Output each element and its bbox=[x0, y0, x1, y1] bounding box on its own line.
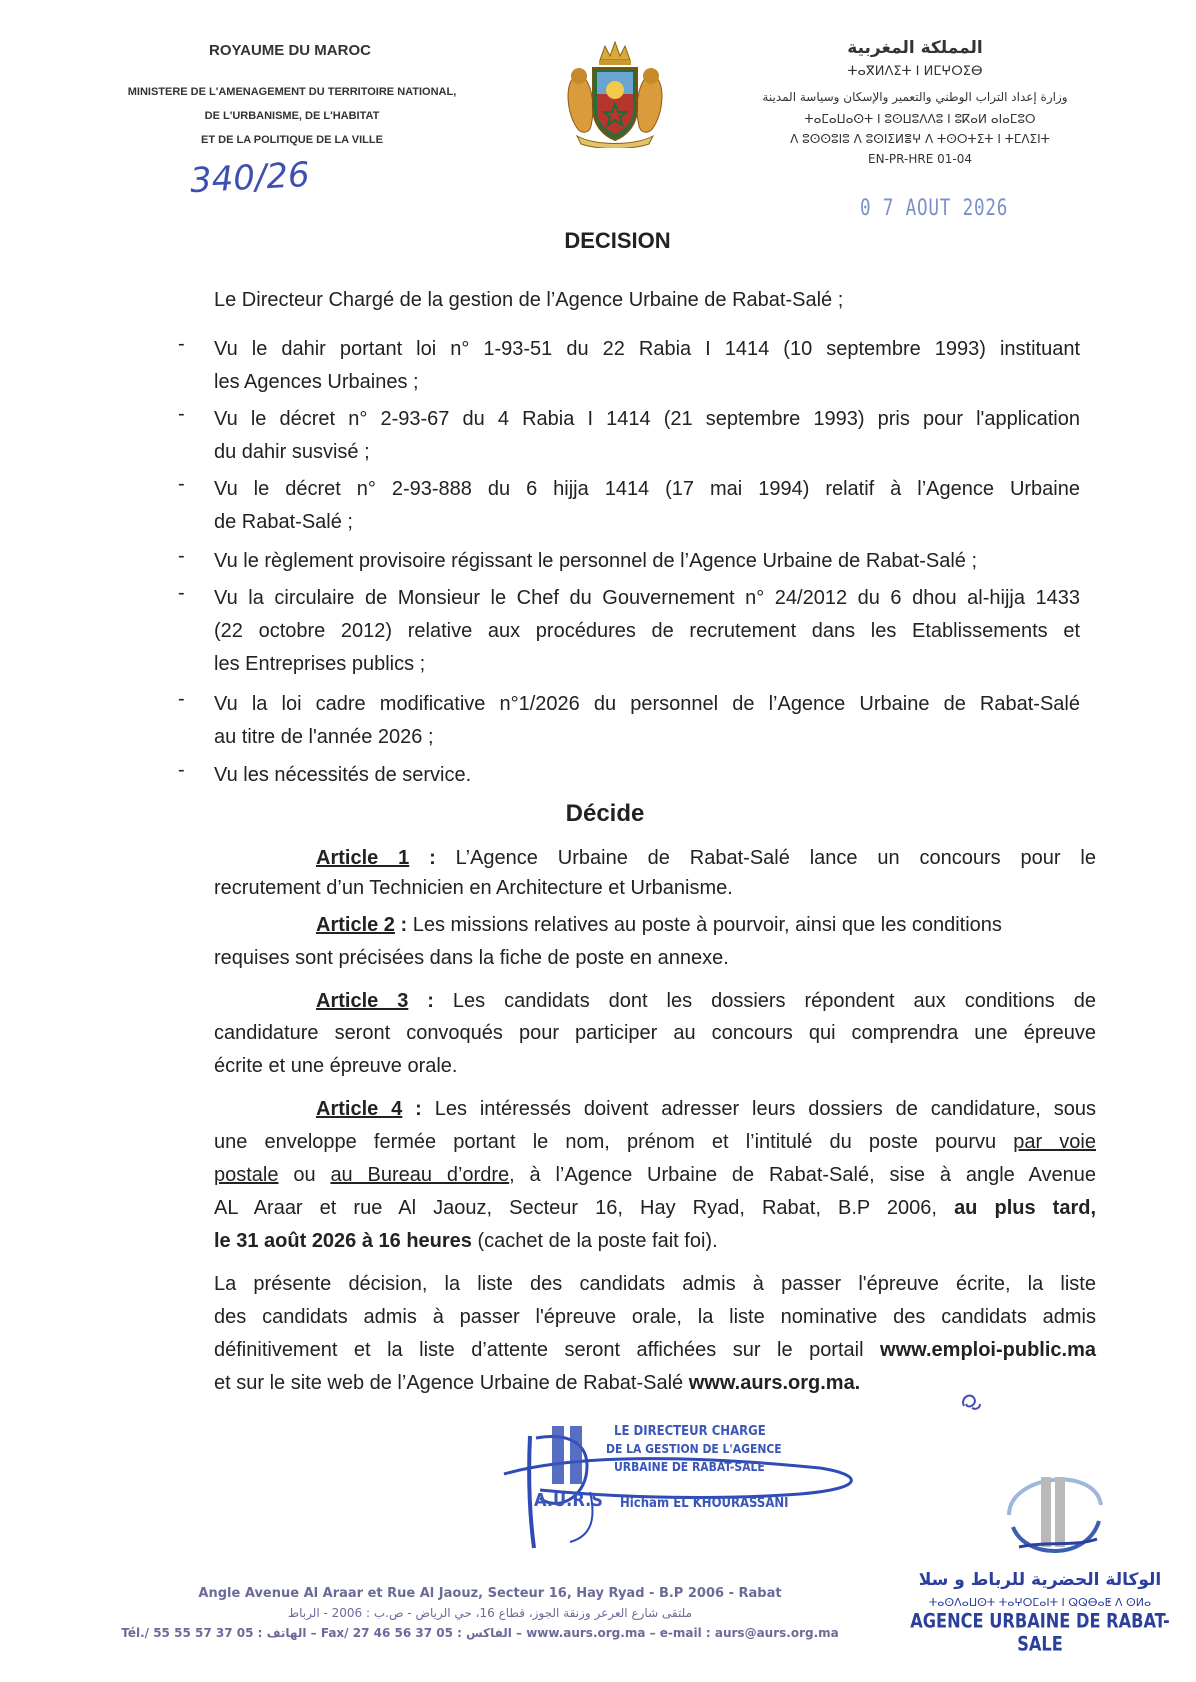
coat-of-arms-emblem bbox=[555, 38, 675, 148]
list-item: Vu la loi cadre modificative n°1/2026 du personnel de l’Agence Urbaine de Rabat-Salé bbox=[214, 693, 1080, 715]
signature-scribble-icon bbox=[500, 1418, 880, 1558]
article-text-underlined: postale bbox=[214, 1164, 279, 1186]
article-text-underlined: par voie bbox=[1013, 1131, 1096, 1153]
article-4-label: Article 4 bbox=[316, 1098, 403, 1120]
article-separator: : bbox=[402, 1098, 435, 1120]
article-text: AL Araar et rue Al Jaouz, Secteur 16, Hay Ryad, Rabat, B.P 2006, bbox=[214, 1197, 955, 1219]
list-bullet: - bbox=[178, 473, 185, 495]
kingdom-label-fr: ROYAUME DU MAROC bbox=[209, 42, 371, 59]
list-item: Vu le dahir portant loi n° 1-93-51 du 22 Rabia I 1414 (10 septembre 1993) instituant bbox=[214, 338, 1080, 360]
article-text: ou bbox=[278, 1164, 331, 1186]
list-bullet: - bbox=[178, 582, 185, 604]
kingdom-label-ar: المملكة المغربية bbox=[847, 38, 983, 58]
document-title: DECISION bbox=[564, 228, 671, 253]
stamp-line-1: LE DIRECTEUR CHARGE bbox=[614, 1424, 766, 1439]
article-2-label: Article 2 bbox=[316, 914, 395, 936]
article-2-line-2: requises sont précisées dans la fiche de poste en annexe. bbox=[214, 947, 729, 969]
date-stamp: 0 7 AOUT 2026 bbox=[860, 196, 1009, 221]
article-1-label: Article 1 bbox=[316, 847, 410, 869]
kingdom-label-tifinagh: ⵜⴰⴳⵍⴷⵉⵜ ⵏ ⵍⵎⵖⵔⵉⴱ bbox=[847, 64, 983, 79]
ministry-label-fr-3: ET DE LA POLITIQUE DE LA VILLE bbox=[201, 134, 383, 146]
closing-text: définitivement et la liste d’attente seront affichées sur le portail bbox=[214, 1339, 881, 1361]
article-text: Les candidats dont les dossiers répondent aux conditions de bbox=[452, 990, 1096, 1012]
article-text-underlined: au Bureau d’ordre bbox=[330, 1164, 510, 1186]
ministry-label-tifinagh-1: ⵜⴰⵎⴰⵡⴰⵙⵜ ⵏ ⵓⵙⵡⵓⴷⴷⵓ ⵏ ⵓⴽⴰⵍ ⴰⵏⴰⵎⵓⵔ bbox=[804, 112, 1036, 126]
ministry-label-ar: وزارة إعداد التراب الوطني والتعمير والإسكان وسياسة المدينة bbox=[762, 90, 1068, 104]
article-text: une enveloppe fermée portant le nom, prénom et l’intitulé du poste pourvu bbox=[214, 1131, 1014, 1153]
handwritten-reference-number: 340/26 bbox=[189, 154, 311, 202]
initial-mark-icon bbox=[958, 1388, 984, 1419]
closing-line-1: La présente décision, la liste des candidats admis à passer l'épreuve écrite, la liste bbox=[214, 1273, 1096, 1295]
ministry-label-tifinagh-2: ⴷ ⵓⵙⵙⵓⵏⵓ ⴷ ⵓⵙⵏⵉⵍⴻⵖ ⴷ ⵜⵙⵔⵜⵉⵜ ⵏ ⵜⵎⴷⵉⵏⵜ bbox=[790, 132, 1050, 146]
article-4-line-5 bbox=[214, 1225, 1094, 1258]
stamp-line-2: DE LA GESTION DE L'AGENCE bbox=[606, 1442, 782, 1456]
article-text-bold: le 31 août 2026 à 16 heures bbox=[214, 1230, 472, 1252]
agency-logo-icon bbox=[995, 1455, 1115, 1565]
agency-name-ar: الوكالة الحضرية للرباط و سلا bbox=[918, 1570, 1162, 1590]
list-item-cont: au titre de l'année 2026 ; bbox=[214, 726, 434, 748]
stamp-line-3: URBAINE DE RABAT-SALE bbox=[614, 1460, 765, 1474]
article-4-line-1 bbox=[316, 1093, 1096, 1126]
list-bullet: - bbox=[178, 403, 185, 425]
list-item-cont: (22 octobre 2012) relative aux procédures de recrutement dans les Etablissements et bbox=[214, 620, 1080, 642]
article-separator: : bbox=[409, 847, 456, 869]
list-item: Vu les nécessités de service. bbox=[214, 764, 472, 786]
list-item-cont: les Entreprises publics ; bbox=[214, 653, 426, 675]
article-text: Les missions relatives au poste à pourvoir, ainsi que les conditions bbox=[412, 914, 1002, 936]
intro-line: Le Directeur Chargé de la gestion de l’Agence Urbaine de Rabat-Salé ; bbox=[214, 289, 844, 311]
agency-name-tifinagh: ⵜⴰⵙⴷⴰⵡⵙⵜ ⵜⴰⵖⵔⵎⴰⵏⵜ ⵏ ⵕⵕⴱⴰⵟ ⴷ ⵙⵍⴰ bbox=[928, 1596, 1152, 1609]
document-ref-code: EN-PR-HRE 01-04 bbox=[868, 152, 972, 166]
list-item: Vu le décret n° 2-93-888 du 6 hijja 1414 (17 mai 1994) relatif à l’Agence Urbaine bbox=[214, 478, 1080, 500]
article-3-line-1 bbox=[316, 985, 1096, 1018]
signatory-name: Hicham EL KHOURASSANI bbox=[620, 1496, 789, 1511]
agency-name-fr: AGENCE URBAINE DE RABAT-SALE bbox=[910, 1609, 1170, 1657]
closing-line-2: des candidats admis à passer l'épreuve orale, la liste nominative des candidats admis bbox=[214, 1306, 1096, 1328]
ministry-label-fr-1: MINISTERE DE L'AMENAGEMENT DU TERRITOIRE NATIONAL, bbox=[127, 86, 457, 98]
article-1-line-2: recrutement d’un Technicien en Architecture et Urbanisme. bbox=[214, 877, 733, 899]
list-item: Vu la circulaire de Monsieur le Chef du Gouvernement n° 24/2012 du 6 dhou al-hijja 1433 bbox=[214, 587, 1080, 609]
article-4-line-4 bbox=[214, 1192, 1096, 1225]
footer-address-ar: ملتقى شارع العرعر وزنقة الجوز، قطاع 16، حي الرياض - ص.ب : 2006 - الرباط bbox=[287, 1606, 693, 1620]
article-1-line-1 bbox=[316, 842, 1096, 875]
article-3-label: Article 3 bbox=[316, 990, 409, 1012]
list-bullet: - bbox=[178, 688, 185, 710]
article-text: L’Agence Urbaine de Rabat-Salé lance un concours pour le bbox=[455, 847, 1096, 869]
article-2-line-1 bbox=[316, 909, 1096, 942]
article-separator: : bbox=[394, 914, 413, 936]
decide-heading: Décide bbox=[565, 800, 645, 827]
list-bullet: - bbox=[178, 759, 185, 781]
closing-text: et sur le site web de l’Agence Urbaine de Rabat-Salé bbox=[214, 1372, 689, 1394]
list-item: Vu le règlement provisoire régissant le personnel de l’Agence Urbaine de Rabat-Salé ; bbox=[214, 550, 978, 572]
ministry-label-fr-2: DE L'URBANISME, DE L'HABITAT bbox=[204, 110, 380, 122]
article-3-line-3: écrite et une épreuve orale. bbox=[214, 1055, 458, 1077]
closing-line-3 bbox=[214, 1334, 1096, 1367]
footer-address-fr: Angle Avenue Al Araar et Rue Al Jaouz, Secteur 16, Hay Ryad - B.P 2006 - Rabat bbox=[198, 1586, 782, 1601]
article-4-line-2 bbox=[214, 1126, 1096, 1159]
footer-contact: Tél./ الهاتف : 05 37 57 55 55 – Fax/ الفاكس : 05 37 56 46 27 – www.aurs.org.ma – e-mail : aurs@aurs.org.ma bbox=[121, 1626, 839, 1640]
website-link[interactable]: www.aurs.org.ma. bbox=[688, 1372, 861, 1394]
portal-link[interactable]: www.emploi-public.ma bbox=[880, 1339, 1096, 1361]
list-item-cont: du dahir susvisé ; bbox=[214, 441, 370, 463]
article-text: Les intéressés doivent adresser leurs dossiers de candidature, sous bbox=[434, 1098, 1096, 1120]
list-bullet: - bbox=[178, 545, 185, 567]
article-text: (cachet de la poste fait foi). bbox=[471, 1230, 718, 1252]
list-bullet: - bbox=[178, 333, 185, 355]
article-text-bold: au plus tard, bbox=[954, 1197, 1097, 1219]
list-item-cont: de Rabat-Salé ; bbox=[214, 511, 353, 533]
article-4-line-3 bbox=[214, 1159, 1096, 1192]
list-item: Vu le décret n° 2-93-67 du 4 Rabia I 1414 (21 septembre 1993) pris pour l'application bbox=[214, 408, 1080, 430]
stamp-aurs: A.U.R.S bbox=[534, 1490, 603, 1511]
article-text: , à l’Agence Urbaine de Rabat-Salé, sise à angle Avenue bbox=[509, 1164, 1097, 1186]
article-3-line-2: candidature seront convoqués pour participer au concours qui comprendra une épreuve bbox=[214, 1022, 1096, 1044]
list-item-cont: les Agences Urbaines ; bbox=[214, 371, 419, 393]
article-separator: : bbox=[408, 990, 453, 1012]
official-stamp bbox=[500, 1418, 880, 1558]
